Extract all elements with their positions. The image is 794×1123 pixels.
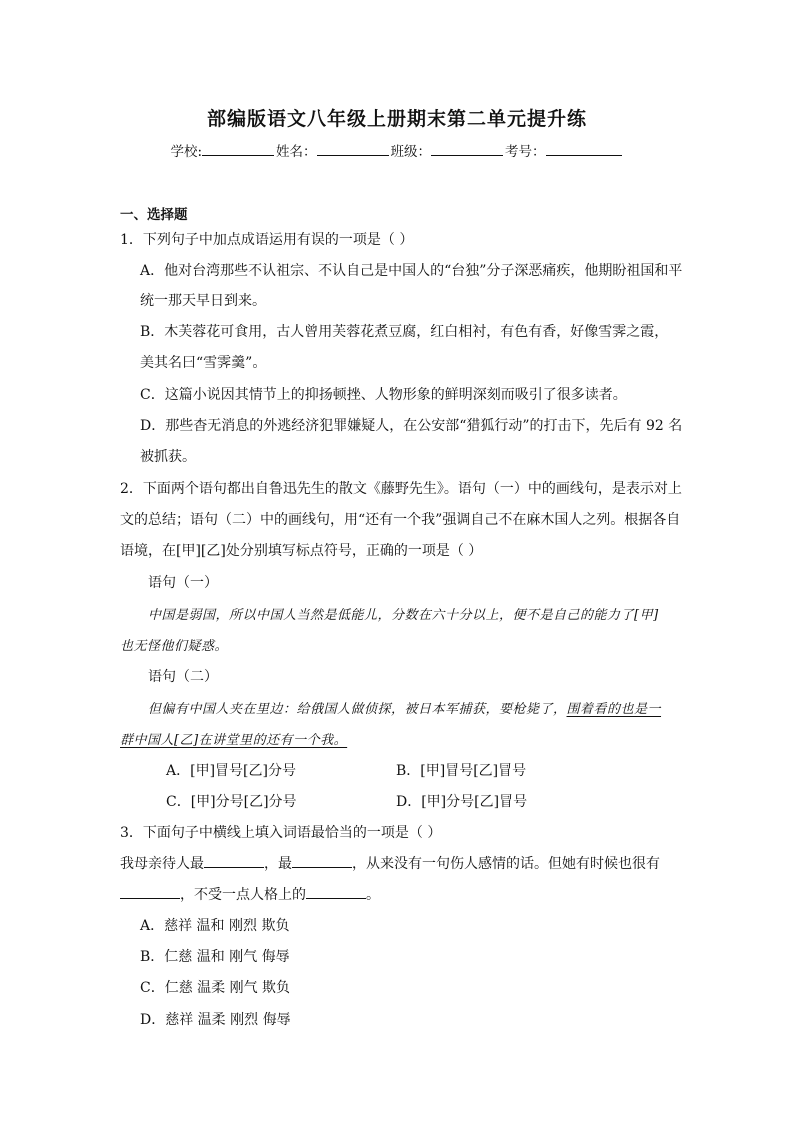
q3-option-b: B．仁慈 温和 刚气 侮辱 xyxy=(140,949,290,965)
q2-option-d: D．[甲]分号[乙]冒号 xyxy=(396,794,528,810)
q3-text-1: 我母亲待人最 xyxy=(120,856,204,872)
name-label: 姓名： xyxy=(276,144,317,160)
q2-sentence2-line1 xyxy=(148,698,661,717)
q3-option-d: D．慈祥 温柔 刚烈 侮辱 xyxy=(140,1012,291,1028)
q3-blank-1[interactable] xyxy=(204,853,264,868)
q3-option-c: C．仁慈 温柔 刚气 欺负 xyxy=(140,980,291,996)
q2-sentence1-line1: 中国是弱国，所以中国人当然是低能儿，分数在六十分以上，便不是自己的能力了[甲] xyxy=(148,608,659,623)
q2-sentence2-underlined-start: 围着看的也是一 xyxy=(566,702,662,717)
section-heading: 一、选择题 xyxy=(120,207,188,223)
school-blank[interactable] xyxy=(202,141,274,156)
q1-option-b: B．木芙蓉花可食用，古人曾用芙蓉花煮豆腐，红白相衬，有色有香，好像雪霁之霞， xyxy=(140,324,669,340)
q2-option-c: C．[甲]分号[乙]分号 xyxy=(166,794,297,810)
q2-sentence2-line1-plain: 但偏有中国人夹在里边：给俄国人做侦探，被日本军捕获，要枪毙了， xyxy=(148,702,567,717)
q3-stem: 3．下面句子中横线上填入词语最恰当的一项是（ ） xyxy=(120,825,442,841)
q1-option-c: C．这篇小说因其情节上的抑扬顿挫、人物形象的鲜明深刻而吸引了很多读者。 xyxy=(140,387,627,403)
q2-stem-line2: 文的总结；语句（二）中的画线句，用“还有一个我”强调自己不在麻木国人之列。根据各自 xyxy=(120,512,681,528)
student-info-line xyxy=(0,140,794,160)
q2-stem-line1: 2．下面两个语句都出自鲁迅先生的散文《藤野先生》。语句（一）中的画线句，是表示对上 xyxy=(120,481,682,497)
q3-text-2: ，最 xyxy=(264,856,292,872)
number-label: 考号： xyxy=(505,144,546,160)
school-label: 学校: xyxy=(170,144,203,160)
q3-blank-4[interactable] xyxy=(306,884,366,899)
q2-stem-line3: 语境，在[甲][乙]处分别填写标点符号，正确的一项是（ ） xyxy=(120,543,483,559)
q2-sentence1-label: 语句（一） xyxy=(148,575,218,591)
q2-option-a: A．[甲]冒号[乙]分号 xyxy=(166,763,296,779)
class-label: 班级： xyxy=(390,144,432,160)
q1-stem: 1．下列句子中加点成语运用有误的一项是（ ） xyxy=(120,232,414,248)
q3-text-3: ，从来没有一句伤人感情的话。但她有时候也很有 xyxy=(352,856,660,872)
q3-text-4: ，不受一点人格上的 xyxy=(180,887,306,903)
q3-sentence-line1 xyxy=(120,853,660,873)
q1-option-a-cont: 统一那天早日到来。 xyxy=(140,293,266,309)
page-title: 部编版语文八年级上册期末第二单元提升练 xyxy=(206,108,587,130)
q2-option-b: B．[甲]冒号[乙]冒号 xyxy=(396,763,527,779)
q1-option-a: A．他对台湾那些不认祖宗、不认自己是中国人的“台独”分子深恶痛疾，他期盼祖国和平 xyxy=(140,263,683,279)
q1-option-d-cont: 被抓获。 xyxy=(140,449,196,465)
class-blank[interactable] xyxy=(431,141,503,156)
q3-text-5: 。 xyxy=(366,887,380,903)
q3-blank-3[interactable] xyxy=(120,884,180,899)
name-blank[interactable] xyxy=(317,141,389,156)
q3-option-a: A．慈祥 温和 刚烈 欺负 xyxy=(140,918,290,934)
q1-option-b-cont: 美其名曰“雪霁羹”。 xyxy=(140,355,267,371)
q2-sentence2-label: 语句（二） xyxy=(148,669,218,685)
q2-sentence2-underlined-end: 群中国人[乙]在讲堂里的还有一个我。 xyxy=(120,733,348,748)
q3-sentence-line2 xyxy=(120,884,380,904)
q3-blank-2[interactable] xyxy=(292,853,352,868)
q1-option-d: D．那些杳无消息的外逃经济犯罪嫌疑人，在公安部“猎狐行动”的打击下，先后有 92 名 xyxy=(140,418,683,434)
number-blank[interactable] xyxy=(546,141,622,156)
q2-sentence1-line2: 也无怪他们疑惑。 xyxy=(120,639,229,654)
